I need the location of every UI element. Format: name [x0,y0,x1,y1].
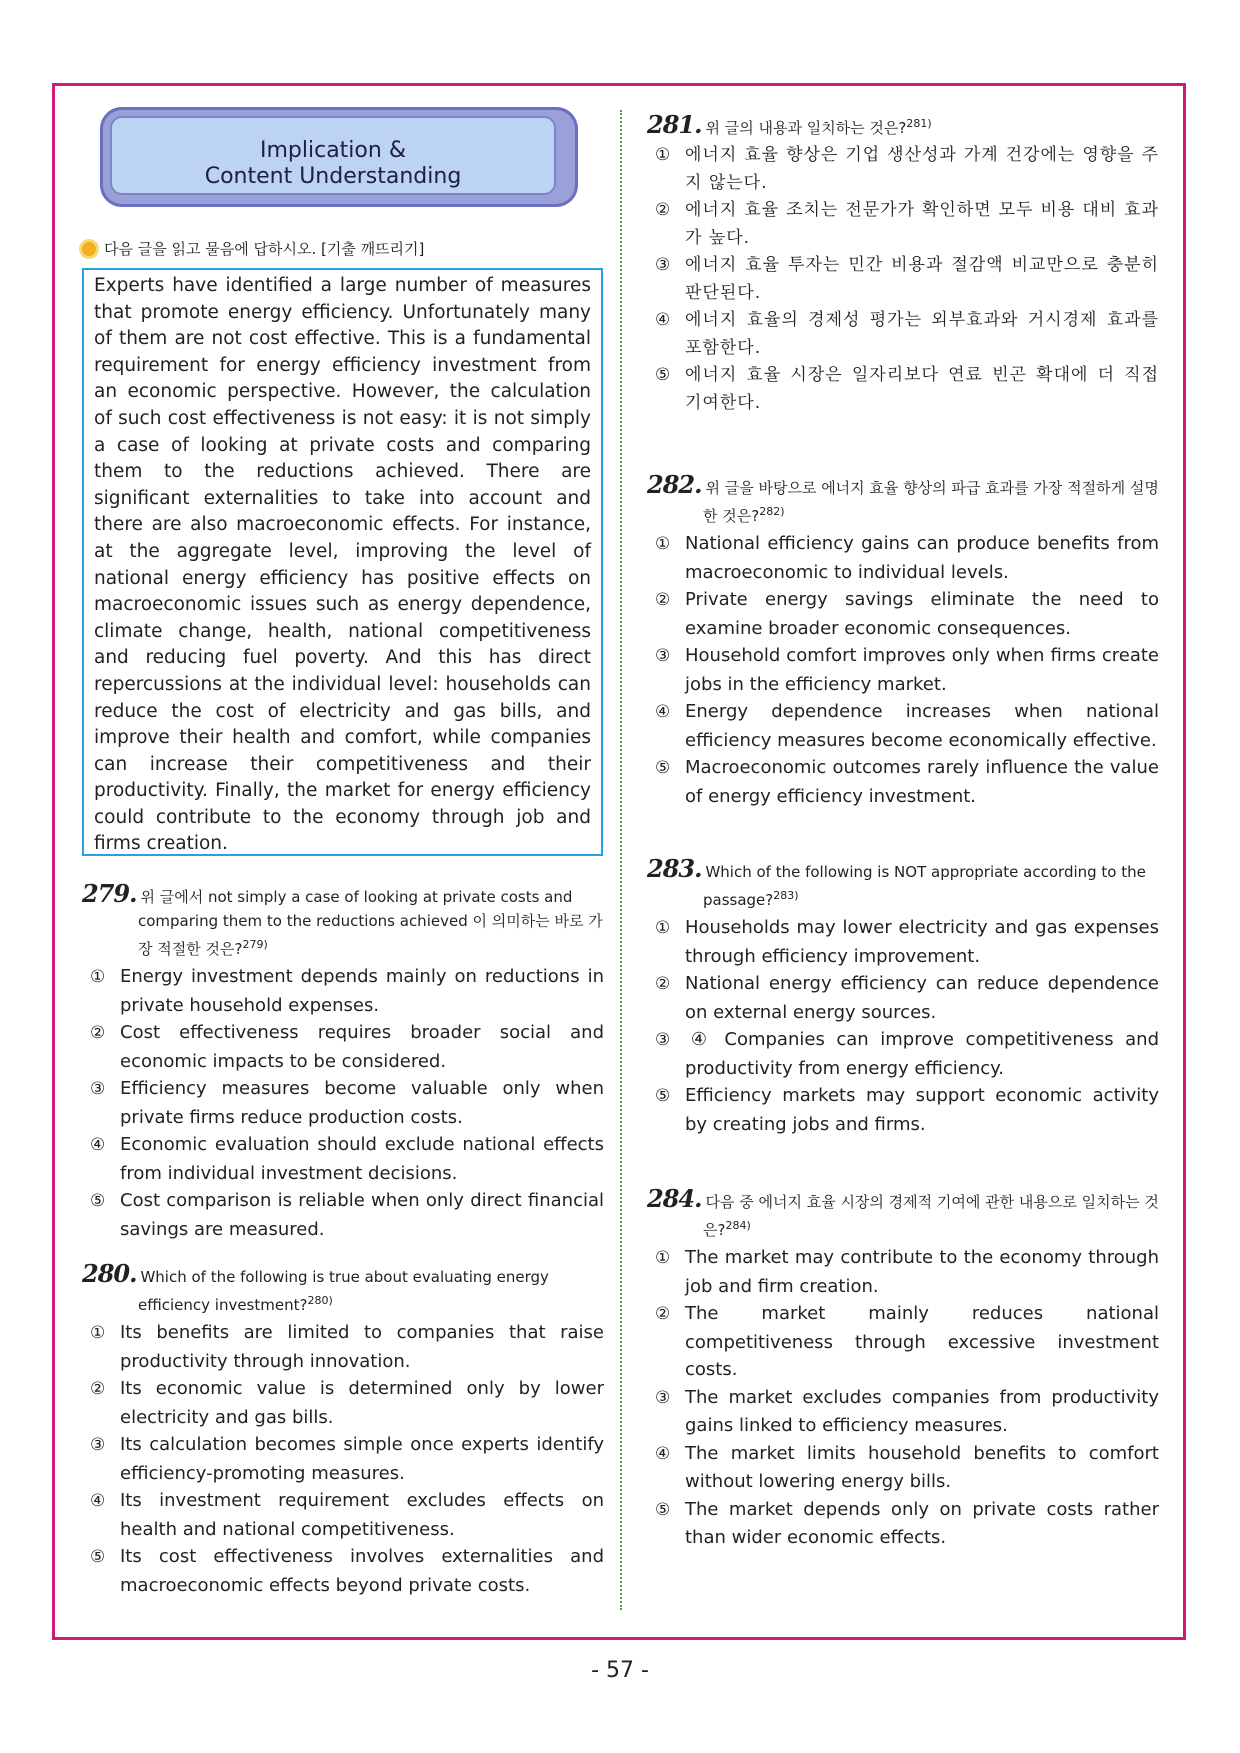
question-text: Which of the following is true about evaluating energy efficiency investment? [138,1268,549,1314]
question-number: 281. [647,110,702,139]
question-281 [647,112,1159,417]
footnote-ref: 283) [773,889,799,902]
banner-panel [110,116,556,195]
instruction [82,238,604,259]
option-text: ④ Companies can improve competitiveness and productivity from energy efficiency. [685,1029,1159,1079]
option-text: 에너지 효율 조치는 전문가가 확인하면 모두 비용 대비 효과가 높다. [685,200,1159,248]
option-text: Energy investment depends mainly on reductions in private household expenses. [120,966,604,1016]
question-282 [647,470,1159,810]
answer-option[interactable] [647,530,1159,586]
option-marker: ② [655,974,671,994]
flower-icon [82,242,96,256]
option-text: Efficiency measures become valuable only when private firms reduce production costs. [120,1078,604,1128]
question-text: 위 글의 내용과 일치하는 것은? [705,119,907,137]
answer-option[interactable] [647,307,1159,362]
banner-title-line1: Implication & [260,138,406,163]
option-marker: ② [655,590,671,610]
footnote-ref: 281) [906,117,932,130]
option-text: Households may lower electricity and gas expenses through efficiency improvement. [685,917,1159,967]
option-text: Energy dependence increases when national efficiency measures become economically effective. [685,701,1159,751]
question-number: 282. [647,470,702,499]
answer-option[interactable] [82,1375,604,1431]
footnote-ref: 282) [759,505,785,518]
answer-option[interactable] [647,252,1159,307]
question-stem [647,112,1159,140]
option-marker: ② [655,200,672,220]
answer-option[interactable] [647,914,1159,970]
option-text: Its cost effectiveness involves externalities and macroeconomic effects beyond private costs. [120,1546,604,1596]
question-number: 284. [647,1184,702,1213]
question-text: 다음 중 에너지 효율 시장의 경제적 기여에 관한 내용으로 일치하는 것은? [703,1193,1159,1239]
answer-option[interactable] [82,1075,604,1131]
option-marker: ① [90,967,106,987]
option-text: Efficiency markets may support economic activity by creating jobs and firms. [685,1085,1159,1135]
question-283 [647,854,1159,1138]
option-marker: ⑤ [655,365,672,385]
option-marker: ② [655,1304,671,1324]
banner-title-line2: Content Understanding [204,164,462,189]
option-text: Macroeconomic outcomes rarely influence the value of energy efficiency investment. [685,757,1159,807]
answer-option[interactable] [82,963,604,1019]
answer-options [647,914,1159,1138]
option-marker: ⑤ [655,1086,671,1106]
option-marker: ⑤ [90,1191,106,1211]
answer-options [82,1319,604,1599]
option-marker: ③ [90,1079,106,1099]
answer-option[interactable] [647,1082,1159,1138]
question-284 [647,1184,1159,1552]
option-marker: ① [655,534,671,554]
question-text: Which of the following is NOT appropriate according to the passage? [703,863,1146,909]
option-text: Its economic value is determined only by lower electricity and gas bills. [120,1378,604,1428]
option-marker: ④ [655,1443,671,1464]
question-stem [647,470,1159,528]
answer-option[interactable] [647,1244,1159,1300]
answer-option[interactable] [647,642,1159,698]
option-marker: ③ [655,255,672,275]
answer-option[interactable] [82,1319,604,1375]
option-marker: ③ [90,1435,106,1455]
answer-option[interactable] [82,1487,604,1543]
option-marker: ③ [655,646,671,666]
option-marker: ⑤ [90,1547,106,1567]
question-280 [82,1259,604,1599]
option-text: Economic evaluation should exclude national effects from individual investment decisions. [120,1134,604,1184]
answer-option[interactable] [82,1131,604,1187]
option-marker: ③ [655,1387,671,1408]
option-text: Its calculation becomes simple once experts identify efficiency-promoting measures. [120,1434,604,1484]
answer-option[interactable] [647,1496,1159,1552]
answer-option[interactable] [647,1440,1159,1496]
option-marker: ⑤ [655,1499,671,1520]
answer-option[interactable] [647,1026,1159,1082]
question-text: 위 글을 바탕으로 에너지 효율 향상의 파급 효과를 가장 적절하게 설명한 것은? [703,479,1159,525]
answer-option[interactable] [82,1543,604,1599]
option-text: Private energy savings eliminate the need to examine broader economic consequences. [685,589,1159,639]
option-text: 에너지 효율 시장은 일자리보다 연료 빈곤 확대에 더 직접 기여한다. [685,365,1159,413]
option-marker: ① [90,1323,106,1343]
answer-option[interactable] [82,1019,604,1075]
option-text: Its benefits are limited to companies that raise productivity through innovation. [120,1322,604,1372]
footnote-ref: 280) [307,1294,333,1307]
option-marker: ② [90,1023,106,1043]
option-text: 에너지 효율의 경제성 평가는 외부효과와 거시경제 효과를 포함한다. [685,310,1159,358]
column-divider [620,110,622,1610]
answer-option[interactable] [647,586,1159,642]
question-text: 위 글에서 not simply a case of looking at private costs and comparing them to the reductions achieved 이 의미하는 바로 가장 적절한 것은? [138,888,603,958]
option-text: Cost effectiveness requires broader social and economic impacts to be considered. [120,1022,604,1072]
option-text: The market depends only on private costs rather than wider economic effects. [685,1498,1159,1548]
option-marker: ④ [90,1135,106,1155]
option-text: The market mainly reduces national competitiveness through excessive investment costs. [685,1303,1159,1380]
option-text: National energy efficiency can reduce dependence on external energy sources. [685,973,1159,1023]
option-text: The market may contribute to the economy through job and firm creation. [685,1247,1159,1297]
reading-passage: Experts have identified a large number of measures that promote energy efficiency. Unfortunately many of them are not cost effective. This is a fundamental requirement for energy efficiency investment from an economic perspective. However, the calculation of such cost effectiveness is not easy: it is not simply a case of looking at private costs and comparing them to the reductions achieved. There are significant externalities to take into account and there are also macroeconomic effects. For instance, at the aggregate level, improving the level of national energy efficiency has positive effects on macroeconomic issues such as energy dependence, climate change, health, national competitiveness and reducing fuel poverty. And this has direct repercussions at the individual level: households can reduce the cost of electricity and gas bills, and improve their health and comfort, while companies can increase their competitiveness and their productivity. Finally, the market for energy efficiency could contribute to the economy through job and firms creation. [82,268,603,856]
option-marker: ④ [655,310,672,330]
answer-option[interactable] [647,1300,1159,1384]
question-stem [647,1184,1159,1242]
answer-option[interactable] [647,362,1159,417]
answer-options [647,142,1159,417]
answer-option[interactable] [647,698,1159,754]
answer-option[interactable] [647,1384,1159,1440]
footnote-ref: 279) [242,938,268,951]
answer-option[interactable] [647,197,1159,252]
option-marker: ④ [90,1491,106,1511]
option-text: Household comfort improves only when firms create jobs in the efficiency market. [685,645,1159,695]
section-banner [100,107,578,207]
question-number: 280. [82,1259,137,1288]
option-text: The market limits household benefits to comfort without lowering energy bills. [685,1442,1159,1492]
answer-option[interactable] [647,970,1159,1026]
answer-options [647,530,1159,810]
option-marker: ② [90,1379,106,1399]
answer-option[interactable] [82,1187,604,1243]
question-279 [82,879,604,1243]
option-marker: ⑤ [655,758,671,778]
footnote-ref: 284) [725,1219,751,1232]
option-marker: ① [655,1248,671,1268]
option-marker: ④ [655,702,671,722]
question-number: 283. [647,854,702,883]
question-stem [82,1259,604,1317]
option-text: Its investment requirement excludes effects on health and national competitiveness. [120,1490,604,1540]
instruction-text: 다음 글을 읽고 물음에 답하시오. [기출 깨뜨리기] [104,240,425,258]
answer-options [82,963,604,1243]
answer-options [647,1244,1159,1552]
question-stem [647,854,1159,912]
answer-option[interactable] [647,754,1159,810]
option-text: Cost comparison is reliable when only direct financial savings are measured. [120,1190,604,1240]
option-text: National efficiency gains can produce benefits from macroeconomic to individual levels. [685,533,1159,583]
answer-option[interactable] [82,1431,604,1487]
option-marker: ③ [655,1030,671,1050]
option-text: 에너지 효율 향상은 기업 생산성과 가계 건강에는 영향을 주지 않는다. [685,145,1159,193]
option-marker: ① [655,918,671,938]
answer-option[interactable] [647,142,1159,197]
question-stem [82,879,604,961]
question-number: 279. [82,879,137,908]
page-number: - 57 - [591,1658,649,1683]
option-text: 에너지 효율 투자는 민간 비용과 절감액 비교만으로 충분히 판단된다. [685,255,1159,303]
option-text: The market excludes companies from productivity gains linked to efficiency measures. [685,1386,1159,1436]
option-marker: ① [655,145,672,165]
